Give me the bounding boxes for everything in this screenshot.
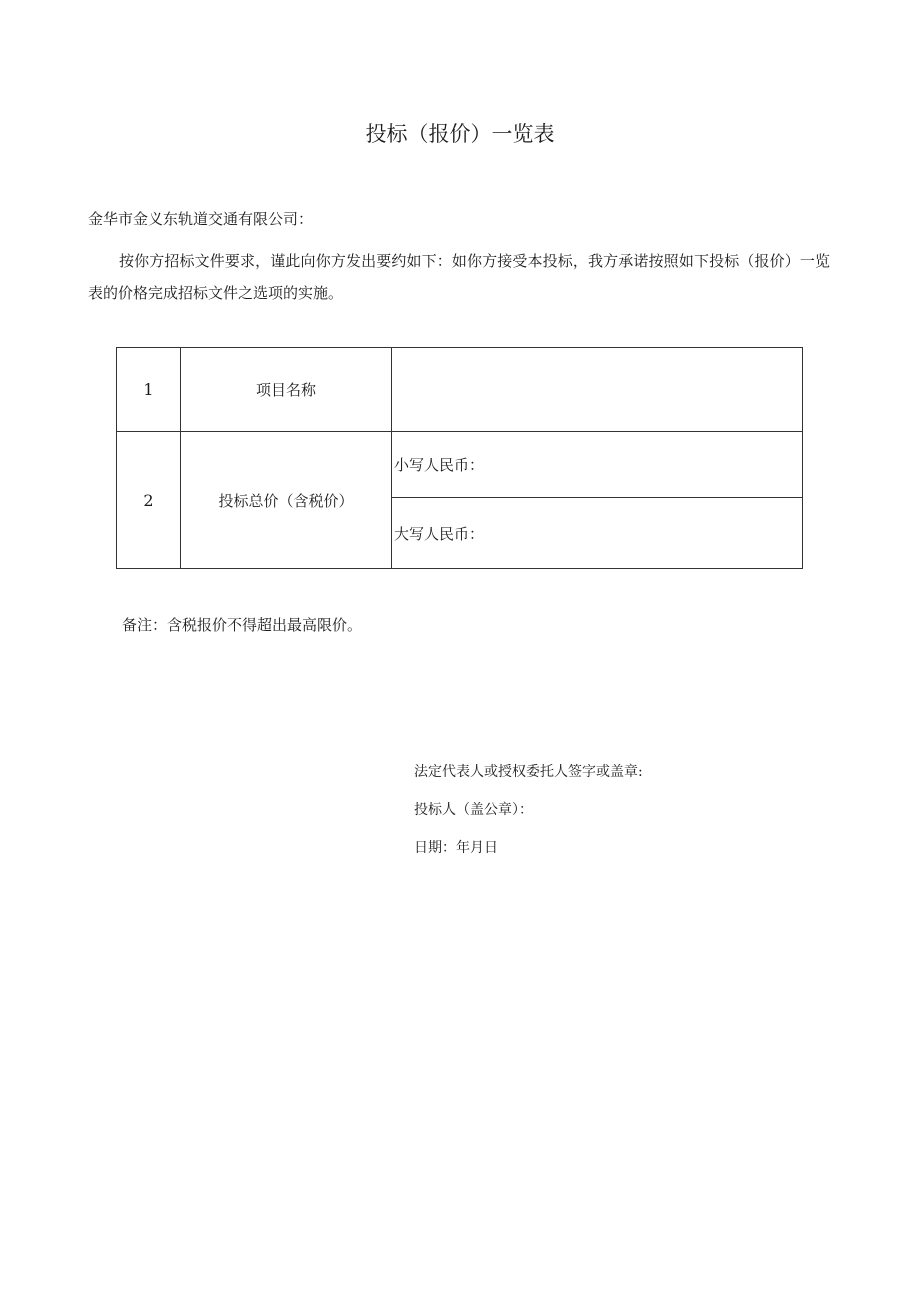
- bidder-seal-line: 投标人（盖公章）：: [414, 802, 533, 818]
- intro-paragraph: 按你方招标文件要求，谨此向你方发出要约如下：如你方接受本投标，我方承诺按照如下投标（报价）一览表的价格完成招标文件之选项的实施。: [88, 252, 830, 302]
- page-title: 投标（报价）一览表: [365, 122, 555, 146]
- table-row: [117, 348, 803, 432]
- row-number: 2: [117, 432, 181, 569]
- project-name-value: [392, 348, 803, 432]
- addressee: 金华市金义东轨道交通有限公司：: [88, 210, 314, 228]
- table-row: [117, 432, 803, 498]
- remark-note: 备注：含税报价不得超出最高限价。: [122, 616, 363, 634]
- date-line: 日期：年月日: [414, 840, 498, 856]
- lowercase-rmb-label: 小写人民币：: [392, 432, 803, 498]
- uppercase-rmb-label: 大写人民币：: [392, 498, 803, 569]
- total-price-label: 投标总价（含税价）: [181, 432, 392, 569]
- quote-table: [116, 347, 803, 569]
- representative-signature-line: 法定代表人或授权委托人签字或盖章:: [414, 764, 643, 780]
- row-number: 1: [117, 348, 181, 432]
- project-name-label: 项目名称: [181, 348, 392, 432]
